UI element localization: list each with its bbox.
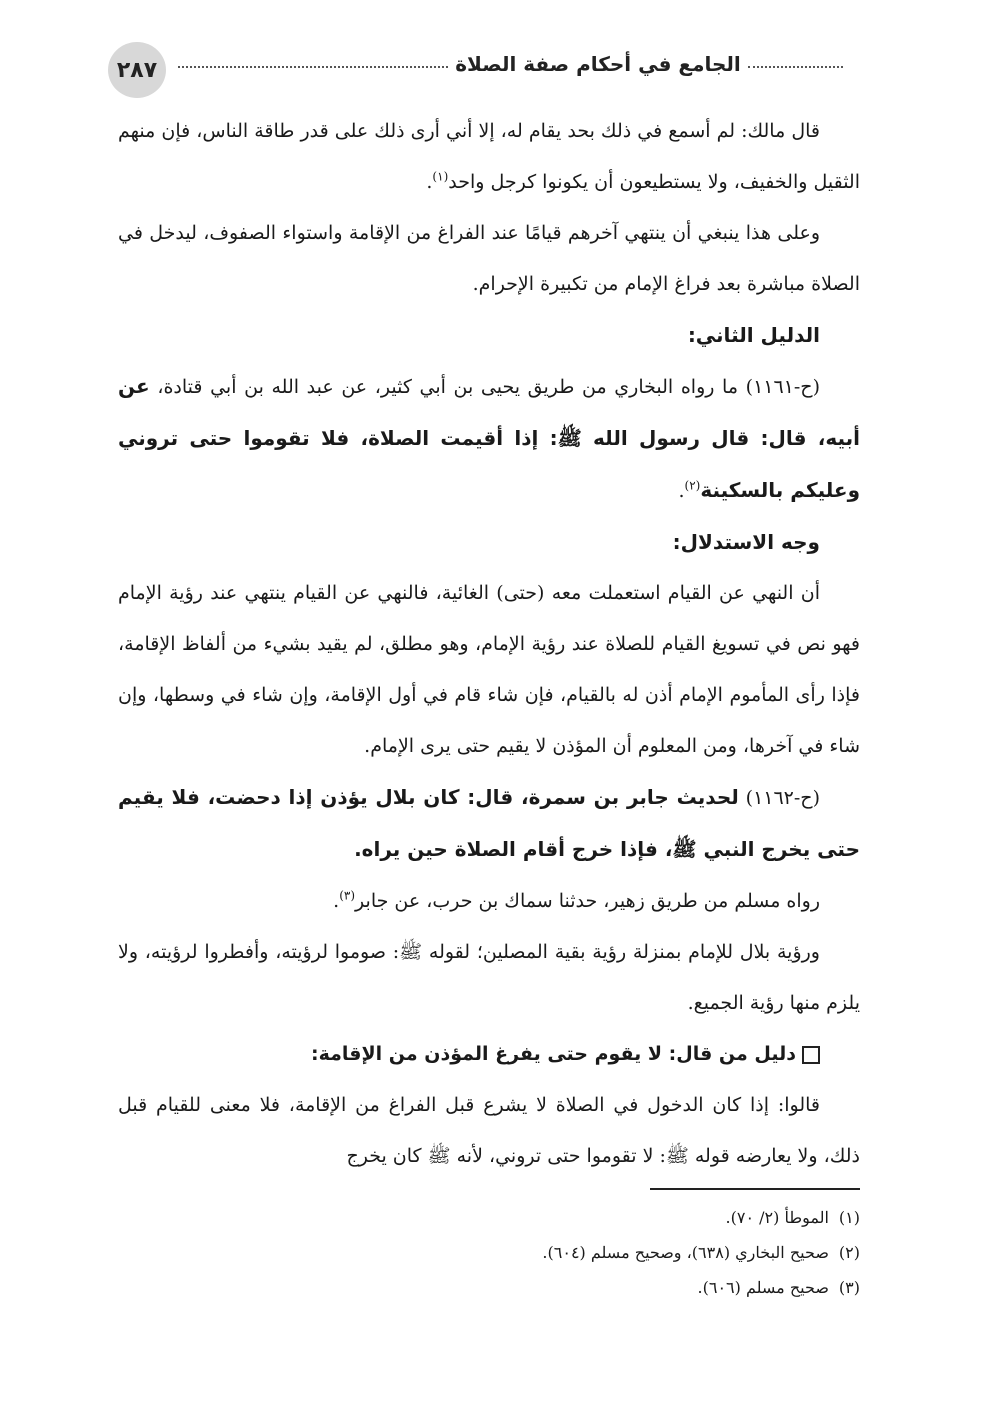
footnote-text: الموطأ (٢/ ٧٠). [725, 1208, 829, 1227]
section-heading-text: دليل من قال: لا يقوم حتى يفرغ المؤذن من الإقامة: [311, 1043, 796, 1065]
hadith-text: لحديث جابر بن سمرة، قال: كان بلال يؤذن إذا دحضت، فلا يقيم حتى يخرج النبي ﷺ، فإذا خرج أقام الصلاة حين يراه. [118, 785, 860, 861]
paragraph [118, 361, 860, 517]
footnote-number: (٣) [838, 1278, 860, 1297]
paragraph-end: . [678, 480, 685, 502]
paragraph [118, 106, 860, 208]
footnote-number: (١) [838, 1208, 860, 1227]
header-dotted-leader [178, 66, 448, 68]
footnote [118, 1235, 860, 1270]
paragraph-text: قال مالك: لم أسمع في ذلك بحد يقام له، إلا أني أرى ذلك على قدر طاقة الناس، فإن منهم الثقيل والخفيف، ولا يستطيعون أن يكونوا كرجل واحد [118, 120, 860, 193]
footnote-divider [650, 1188, 860, 1190]
section-heading: وجه الاستدلال: [672, 530, 820, 554]
footnote-text: صحيح البخاري (٦٣٨)، وصحيح مسلم (٦٠٤). [542, 1243, 829, 1262]
paragraph: ورؤية بلال للإمام بمنزلة رؤية بقية المصلين؛ لقوله ﷺ: صوموا لرؤيته، وأفطروا لرؤيته، ولا يلزم منها رؤية الجميع. [118, 941, 860, 1014]
paragraph-end: . [333, 890, 340, 912]
page-number: ٢٨٧ [108, 42, 166, 98]
square-bullet-icon [802, 1046, 820, 1064]
footnote [118, 1200, 860, 1235]
footnote-ref: (١) [432, 169, 449, 184]
footnote [118, 1270, 860, 1305]
footnote-ref: (٣) [339, 888, 356, 903]
paragraph: وعلى هذا ينبغي أن ينتهي آخرهم قيامًا عند الفراغ من الإقامة واستواء الصفوف، ليدخل في الصلاة مباشرة بعد فراغ الإمام من تكبيرة الإحرام. [118, 222, 860, 295]
paragraph-text: رواه مسلم من طريق زهير، حدثنا سماك بن حرب، عن جابر [355, 890, 820, 912]
footnote-number: (٢) [838, 1243, 860, 1262]
section-heading: الدليل الثاني: [687, 323, 820, 347]
paragraph [118, 876, 860, 927]
paragraph-text: (ح-١١٦١) ما رواه البخاري من طريق يحيى بن أبي كثير، عن عبد الله بن أبي قتادة، [157, 376, 820, 398]
hadith-number: (ح-١١٦٢) [745, 787, 820, 809]
paragraph: أن النهي عن القيام استعملت معه (حتى) الغائية، فالنهي عن القيام ينتهي عند رؤية الإمام فهو نص في تسويغ القيام للصلاة عند رؤية الإمام، وهو مطلق، لم يقيد بشيء من ألفاظ الإقامة، فإذا رأى المأموم الإمام أذن له بالقيام، فإن شاء قام في أول الإقامة، وإن شاء في وسطها، وإن شاء في آخرها، ومن المعلوم أن المؤذن لا يقيم حتى يرى الإمام. [118, 582, 860, 757]
hadith-text: عن أبيه، قال: قال رسول الله ﷺ: إذا أقيمت الصلاة، فلا تقوموا حتى تروني وعليكم بالسكينة [118, 374, 860, 502]
paragraph: قالوا: إذا كان الدخول في الصلاة لا يشرع قبل الفراغ من الإقامة، فلا معنى للقيام قبل ذلك، ولا يعارضه قوله ﷺ: لا تقوموا حتى تروني، لأنه ﷺ كان يخرج [118, 1094, 860, 1167]
header-dotted-leader [748, 66, 843, 68]
section-heading [118, 1029, 860, 1080]
paragraph [118, 772, 860, 876]
book-title: الجامع في أحكام صفة الصلاة [455, 52, 741, 76]
main-text [118, 106, 860, 1182]
footnote-ref: (٢) [684, 478, 701, 493]
running-header [108, 42, 843, 98]
footnote-text: صحيح مسلم (٦٠٦). [697, 1278, 829, 1297]
paragraph-end: . [426, 171, 433, 193]
footnotes [118, 1200, 860, 1305]
